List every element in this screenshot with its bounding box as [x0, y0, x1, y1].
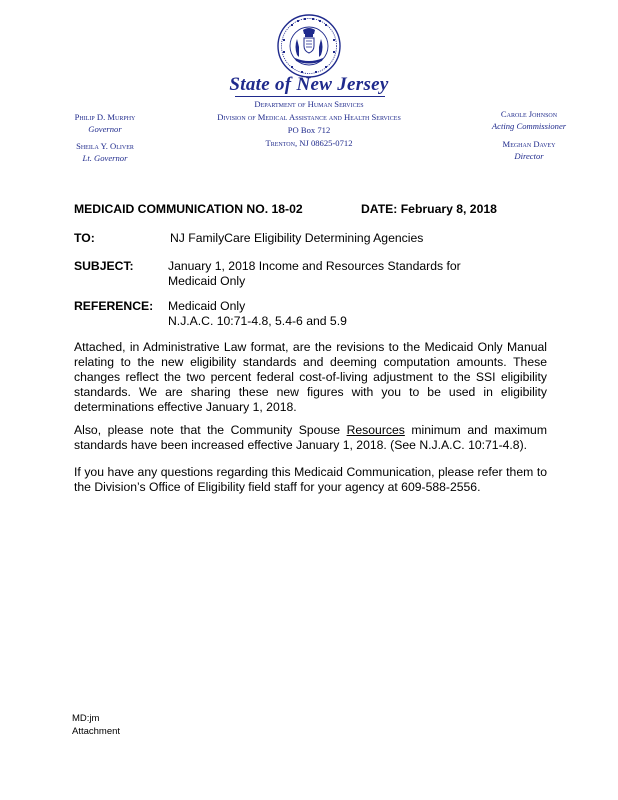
paragraph-line: changes reflect the two percent federal cost-of-living adjustment to the SSI eligibility [74, 370, 547, 384]
state-name-heading: State of New Jersey [229, 74, 389, 95]
footer-block [72, 712, 120, 738]
governor-title: Governor [88, 124, 122, 134]
reference-line-1: Medicaid Only [168, 299, 246, 313]
state-seal-icon [277, 14, 341, 78]
reference-label: REFERENCE: [74, 299, 154, 313]
subject-line-1: January 1, 2018 Income and Resources Standards for [168, 259, 461, 273]
paragraph-attached [74, 340, 547, 415]
city-address: Trenton, NJ 08625-0712 [265, 138, 353, 148]
communication-number: MEDICAID COMMUNICATION NO. 18-02 [74, 202, 303, 216]
paragraph-questions [74, 465, 547, 495]
to-label: TO: [74, 231, 95, 245]
division-name: Division of Medical Assistance and Health Services [217, 112, 401, 122]
subject-label: SUBJECT: [74, 259, 134, 273]
paragraph-line [74, 423, 547, 438]
commissioner-title: Acting Commissioner [491, 121, 567, 131]
paragraph-line: relating to the new eligibility standards and deeming computation amounts. These [74, 355, 547, 369]
letterhead-divider [235, 96, 385, 97]
commissioner-name: Carole Johnson [500, 109, 558, 119]
initials: MD:jm [72, 713, 100, 724]
governor-name: Philip D. Murphy [74, 112, 136, 122]
department-name: Department of Human Services [254, 99, 364, 109]
lt-governor-title: Lt. Governor [82, 153, 128, 163]
paragraph-text: Also, please note that the Community Spouse [74, 423, 347, 437]
paragraph-community-spouse [74, 423, 547, 453]
paragraph-line: standards. We are sharing these new figures with you to be used in eligibility [74, 385, 547, 399]
paragraph-text: minimum and maximum [404, 423, 547, 437]
paragraph-line: standards have been increased effective January 1, 2018. (See N.J.A.C. 10:71-4.8). [74, 438, 528, 452]
paragraph-line: Attached, in Administrative Law format, are the revisions to the Medicaid Only Manual [74, 340, 547, 354]
to-value: NJ FamilyCare Eligibility Determining Agencies [170, 231, 424, 245]
memo-date: DATE: February 8, 2018 [361, 202, 497, 216]
paragraph-line: If you have any questions regarding this Medicaid Communication, please refer them to [74, 465, 547, 479]
director-title: Director [514, 151, 544, 161]
subject-line-2: Medicaid Only [168, 274, 246, 288]
reference-line-2: N.J.A.C. 10:71-4.8, 5.4-6 and 5.9 [168, 314, 347, 328]
paragraph-line: determinations effective January 1, 2018. [74, 400, 297, 414]
lt-governor-name: Sheila Y. Oliver [76, 141, 134, 151]
paragraph-line: the Division’s Office of Eligibility field staff for your agency at 609-588-2556. [74, 480, 481, 494]
director-name: Meghan Davey [502, 139, 556, 149]
resources-underlined: Resources [346, 423, 405, 437]
po-box: PO Box 712 [287, 125, 331, 135]
attachment-label: Attachment [72, 726, 121, 737]
